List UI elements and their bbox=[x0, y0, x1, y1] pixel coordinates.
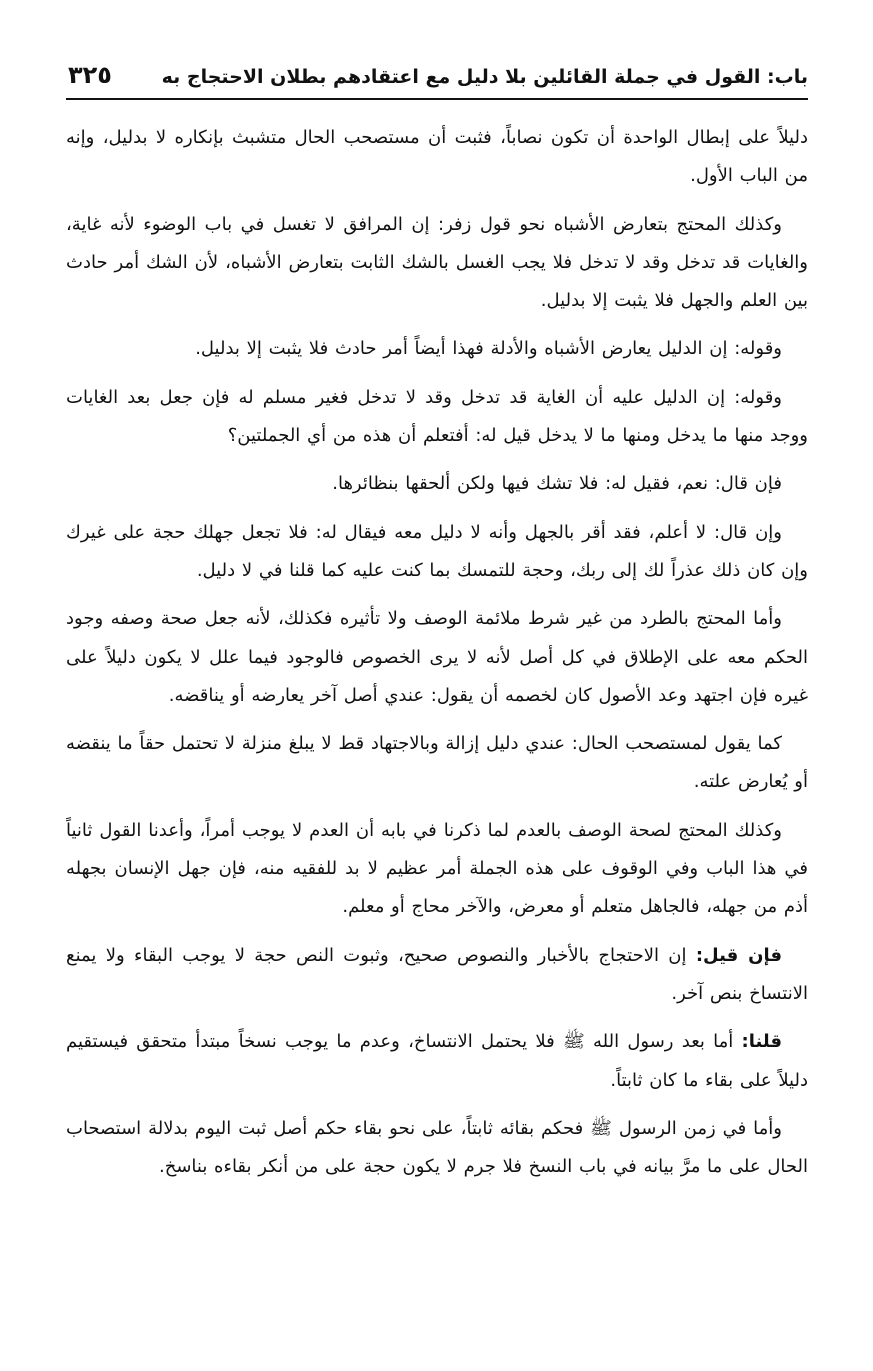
paragraph bbox=[66, 600, 808, 715]
paragraph bbox=[66, 465, 808, 503]
page-number: ٣٢٥ bbox=[68, 61, 112, 89]
paragraph bbox=[66, 1110, 808, 1187]
paragraph-text: دليلاً على إبطال الواحدة أن تكون نصاباً، فثبت أن مستصحب الحال متشبث بإنكاره لا بدليل، وإنه من الباب الأول. bbox=[66, 127, 808, 187]
paragraph-lead: قلنا: bbox=[741, 1031, 782, 1053]
paragraph-text: وقوله: إن الدليل يعارض الأشباه والأدلة فهذا أيضاً أمر حادث فلا يثبت إلا بدليل. bbox=[195, 338, 782, 360]
paragraph bbox=[66, 379, 808, 456]
paragraph-lead: فإن قيل: bbox=[695, 944, 782, 966]
paragraph-text: إن الاحتجاج بالأخبار والنصوص صحيح، وثبوت النص حجة لا يوجب البقاء ولا يمنع الانتساخ بنص آخر. bbox=[66, 944, 808, 1004]
paragraph-text: أما بعد رسول الله ﷺ فلا يحتمل الانتساخ، وعدم ما يوجب نسخاً مبتدأ متحقق فيستقيم دليلاً على بقاء ما كان ثابتاً. bbox=[66, 1031, 808, 1091]
paragraph bbox=[66, 812, 808, 927]
chapter-title: باب: القول في جملة القائلين بلا دليل مع اعتقادهم بطلان الاحتجاج به bbox=[161, 66, 808, 88]
paragraph-text: وكذلك المحتج لصحة الوصف بالعدم لما ذكرنا في بابه أن العدم لا يوجب أمراً، وأعدنا القول ثانياً في هذا الباب وفي الوقوف على هذه الجملة أمر عظيم لا بد للفقيه منه، فإن جهل الإنسان بجهله أذم من جهله، فالجاهل متعلم أو معرض، والآخر محاج أو معلم. bbox=[66, 819, 808, 918]
paragraph bbox=[66, 206, 808, 321]
paragraph bbox=[66, 1023, 808, 1100]
paragraph bbox=[66, 937, 808, 1014]
paragraph bbox=[66, 514, 808, 591]
paragraph-text: كما يقول لمستصحب الحال: عندي دليل إزالة وبالاجتهاد قط لا يبلغ منزلة لا تحتمل حقاً ما ينقضه أو يُعارض علته. bbox=[66, 733, 808, 793]
paragraph bbox=[66, 330, 808, 368]
book-page bbox=[66, 58, 808, 1348]
paragraph bbox=[66, 119, 808, 196]
paragraph-text: وإن قال: لا أعلم، فقد أقر بالجهل وأنه لا دليل معه فيقال له: فلا تجعل جهلك حجة على غيرك وإن كان ذلك عذراً لك إلى ربك، وحجة للتمسك بما كنت عليه كما قلنا في لا دليل. bbox=[66, 521, 808, 581]
paragraph-text: وكذلك المحتج بتعارض الأشباه نحو قول زفر: إن المرافق لا تغسل في باب الوضوء لأنه غاية، والغايات قد تدخل وقد لا تدخل فلا يجب الغسل بالشك الثابت بتعارض الأشباه، لأن الشك أمر حادث بين العلم والجهل فلا يثبت إلا بدليل. bbox=[66, 213, 808, 312]
paragraph-text: وأما في زمن الرسول ﷺ فحكم بقائه ثابتاً، على نحو بقاء حكم أصل ثبت اليوم بدلالة استصحاب الحال على ما مرَّ بيانه في باب النسخ فلا جرم لا يكون حجة على من أنكر بقاءه بناسخ. bbox=[66, 1117, 808, 1178]
paragraph-text: وأما المحتج بالطرد من غير شرط ملائمة الوصف ولا تأثيره فكذلك، لأنه جعل صحة وصفه وجود الحكم معه على الإطلاق في كل أصل لأنه لا يرى الخصوص فالوجود فيما علل لا يكون دليلاً على غيره فإن اجتهد وعد الأصول كان لخصمه أن يقول: عندي أصل آخر يعارضه أو يناقضه. bbox=[66, 608, 808, 706]
paragraph bbox=[66, 725, 808, 802]
body-text bbox=[66, 119, 808, 1186]
paragraph-text: فإن قال: نعم، فقيل له: فلا تشك فيها ولكن ألحقها بنظائرها. bbox=[332, 473, 782, 495]
running-header bbox=[66, 58, 808, 100]
paragraph-text: وقوله: إن الدليل عليه أن الغاية قد تدخل وقد لا تدخل فغير مسلم له فإن جعل بعد الغايات ووجد منها ما يدخل ومنها ما لا يدخل قيل له: أفتعلم أن هذه من أي الجملتين؟ bbox=[66, 386, 808, 447]
